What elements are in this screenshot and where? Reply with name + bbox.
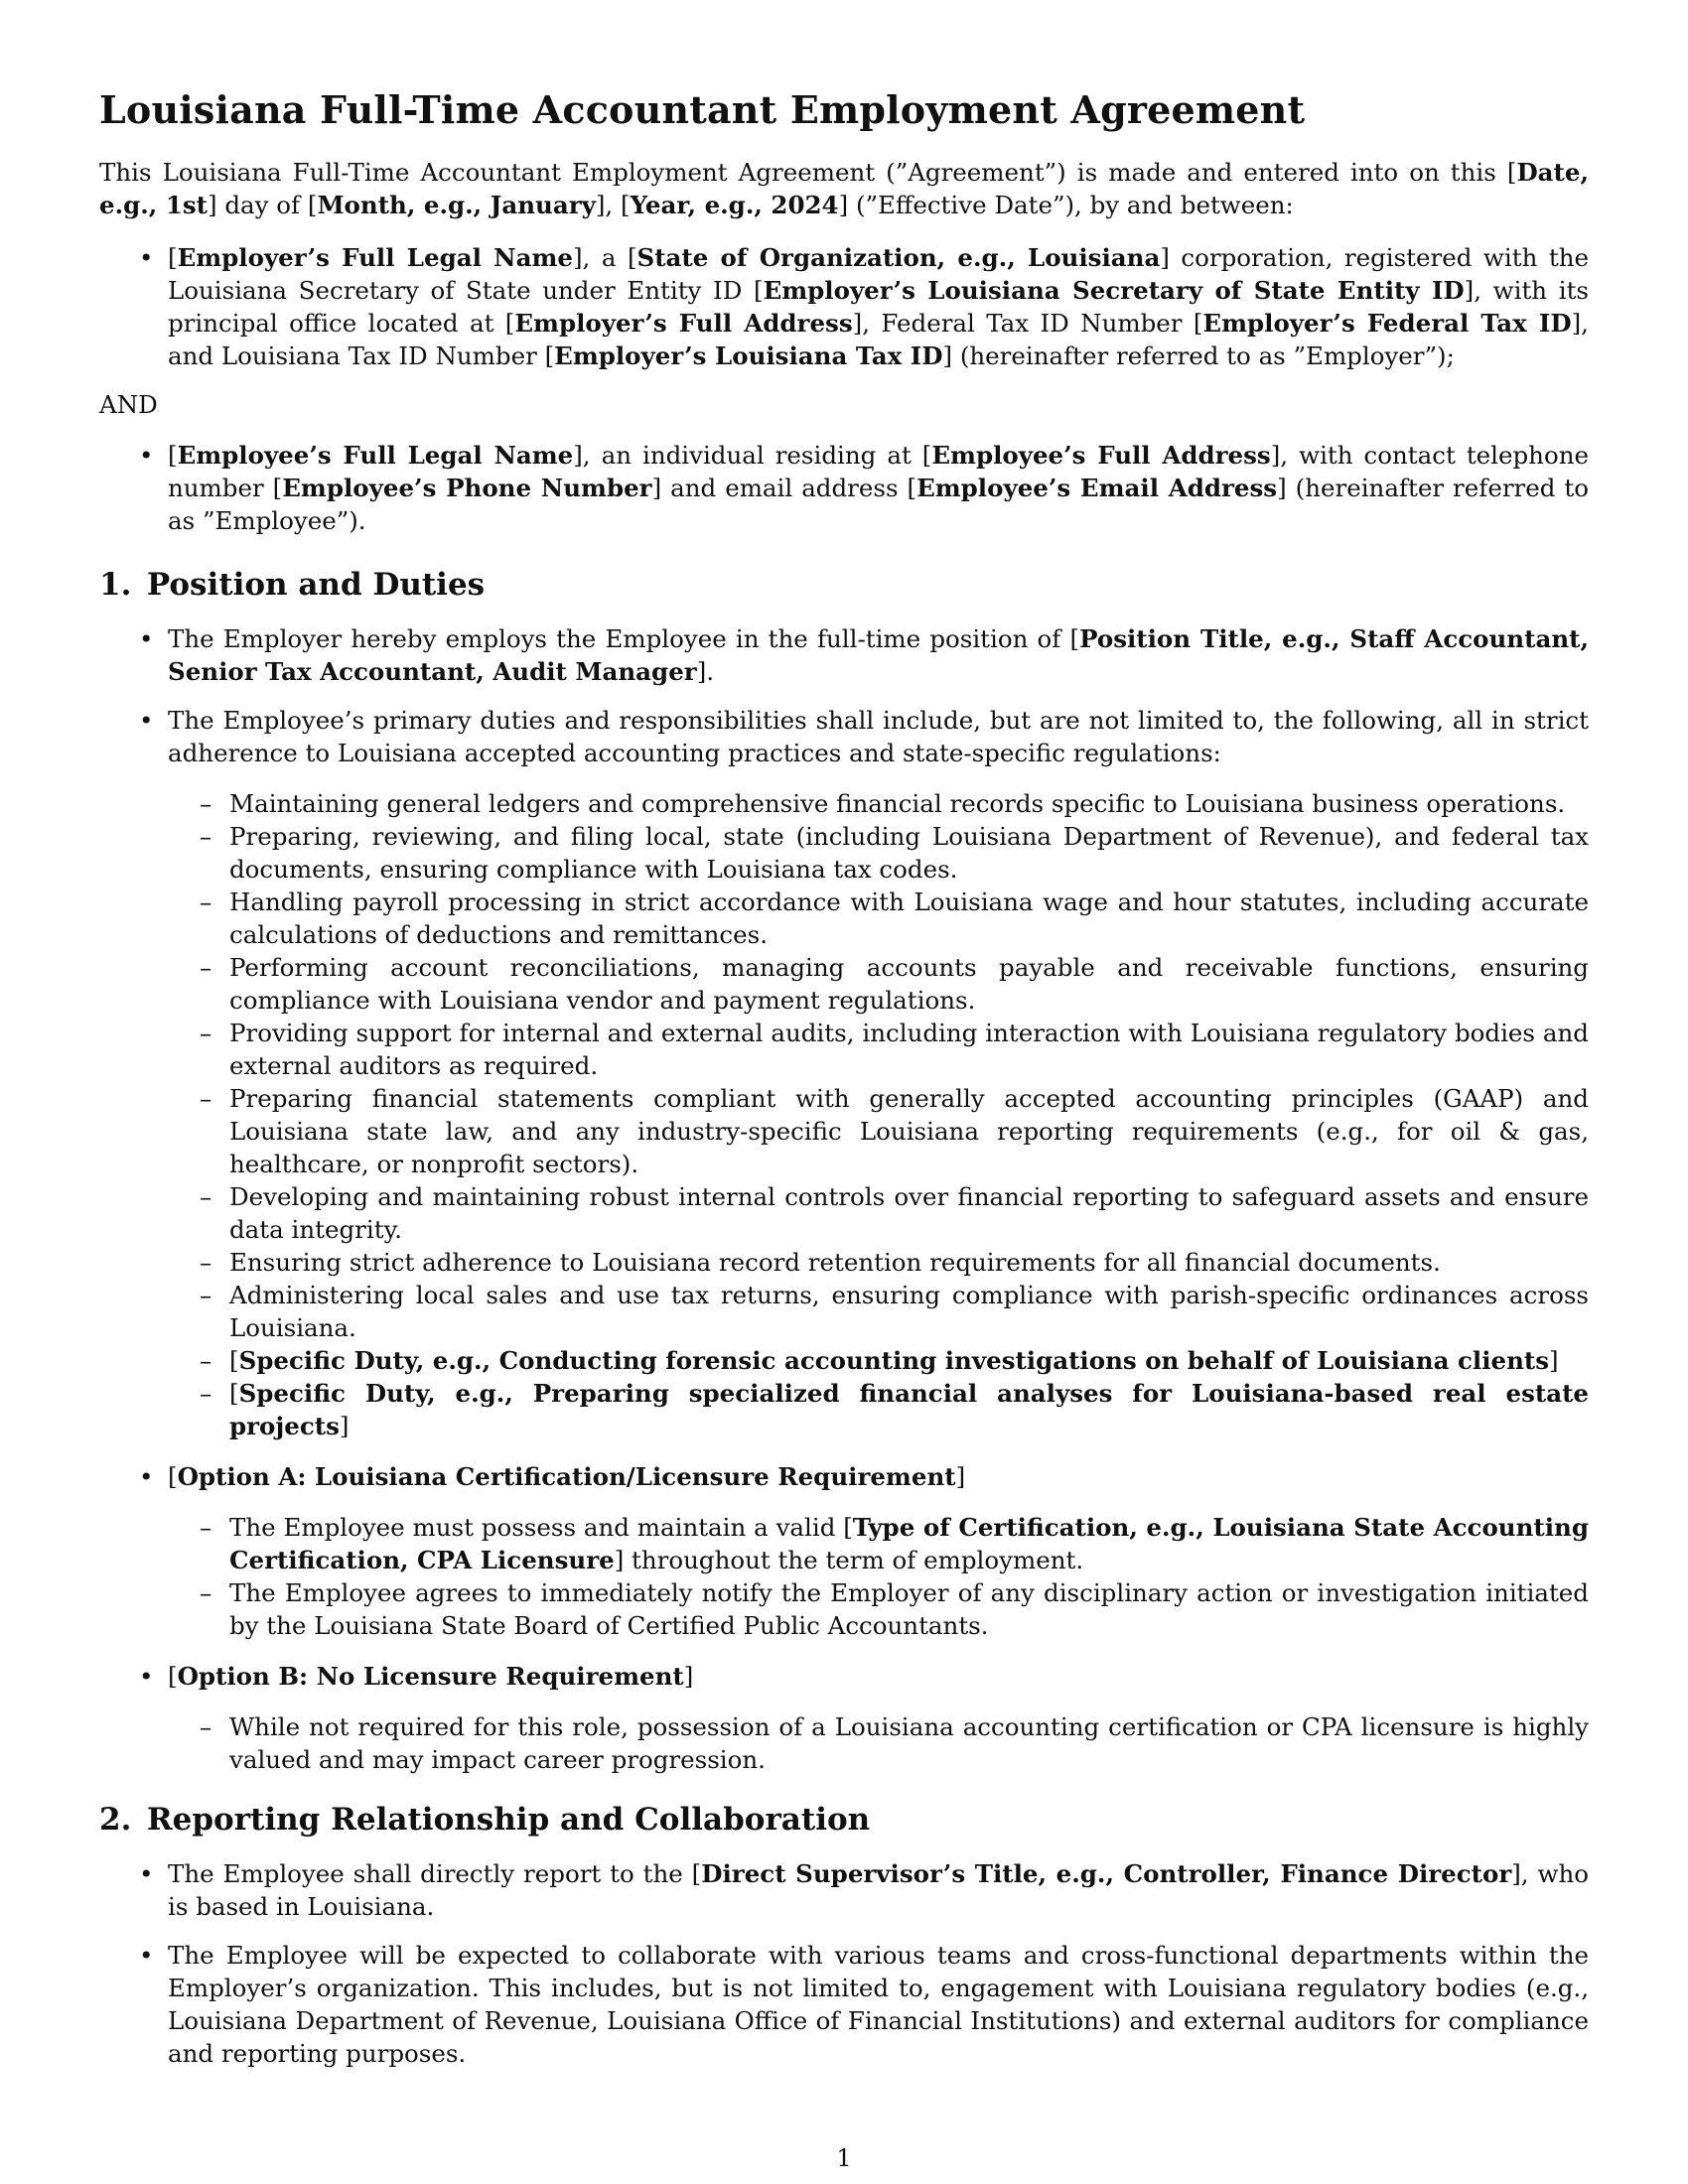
section-1-heading: 1. Position and Duties bbox=[99, 567, 486, 603]
duties-list bbox=[168, 787, 1589, 1442]
duty-item: – Developing and maintaining robust internal controls over financial reporting to safeguard assets and ensure data integrity. bbox=[168, 1180, 1589, 1246]
section-1-list bbox=[99, 622, 1589, 1776]
option-a-list bbox=[168, 1511, 1589, 1642]
option-b-list bbox=[168, 1710, 1589, 1776]
certification-type-placeholder: Type of Certification, e.g., Louisiana State Accounting Certification, CPA Licensure bbox=[229, 1513, 1589, 1574]
duties-item: • The Employee’s primary duties and responsibilities shall include, but are not limited to, the following, all in strict adherence to Louisiana accepted accounting practices and state-specific regulations: – Maintaining general ledgers and comprehensive financial records specific to Louisiana business operations. – Preparing, reviewing, and filing local, state (including Louisiana Department of Revenue), and federal tax documents, ensuring compliance with Louisiana tax codes. – Handling payroll processing in strict accordance with Louisiana wage and hour statutes, including accurate calculations of deductions and remittances. – Performing account reconciliations, managing accounts payable and receivable functions, ensuring compliance with Louisiana vendor and payment regulations. – Providing support for internal and external audits, including interaction with Louisiana regulatory bodies and external auditors as required. – Preparing financial statements compliant with generally accepted accounting principles (GAAP) and Louisiana state law, and any industry-specific Louisiana reporting requirements (e.g., for oil & gas, healthcare, or nonprofit sectors). – Developing and maintaining robust internal controls over financial reporting to safeguard assets and ensure data integrity. – Ensuring strict adherence to Louisiana record retention requirements for all financial documents. – Administering local sales and use tax returns, ensuring compliance with parish-specific ordinances across Louisiana. – [Specific Duty, e.g., Conducting forensic accounting investigations on behalf of Louisiana clients] – [Specific Duty, e.g., Preparing specialized financial analyses for Louisiana-based real estate projects] bbox=[99, 704, 1589, 1442]
document-title: Louisiana Full-Time Accountant Employment Agreement bbox=[99, 87, 1306, 132]
duty-item: – Handling payroll processing in strict accordance with Louisiana wage and hour statutes, including accurate calculations of deductions and remittances. bbox=[168, 886, 1589, 951]
position-title-placeholder: Position Title, e.g., Staff Accountant, Senior Tax Accountant, Audit Manager bbox=[168, 624, 1589, 686]
duty-item: – Administering local sales and use tax returns, ensuring compliance with parish-specific ordinances across Louisiana. bbox=[168, 1279, 1589, 1344]
employer-name-placeholder: Employer’s Full Legal Name bbox=[177, 243, 573, 272]
option-a-notify: – The Employee agrees to immediately notify the Employer of any disciplinary action or investigation initiated by the Louisiana State Board of Certified Public Accountants. bbox=[168, 1576, 1589, 1642]
employee-phone-placeholder: Employee’s Phone Number bbox=[282, 474, 652, 502]
employer-federal-tax-placeholder: Employer’s Federal Tax ID bbox=[1202, 309, 1572, 338]
duty-item: – Ensuring strict adherence to Louisiana record retention requirements for all financial documents. bbox=[168, 1246, 1589, 1279]
supervisor-title-placeholder: Direct Supervisor’s Title, e.g., Controller, Finance Director bbox=[701, 1859, 1512, 1888]
employer-party-list bbox=[99, 241, 1589, 372]
employee-name-placeholder: Employee’s Full Legal Name bbox=[177, 441, 574, 470]
option-a-label: Option A: Louisiana Certification/Licensure Requirement bbox=[177, 1462, 956, 1491]
collaboration-item: • The Employee will be expected to collaborate with various teams and cross-functional departments within the Employer’s organization. This includes, but is not limited to, engagement with Louisiana regulatory bodies (e.g., Louisiana Department of Revenue, Louisiana Office of Financial Institutions) and external auditors for compliance and reporting purposes. bbox=[99, 1939, 1589, 2070]
specific-duty-item: – [Specific Duty, e.g., Preparing specialized financial analyses for Louisiana-based real estate projects] bbox=[168, 1377, 1589, 1442]
year-placeholder: Year, e.g., 2024 bbox=[630, 191, 839, 219]
employee-email-placeholder: Employee’s Email Address bbox=[916, 474, 1278, 502]
duty-item: – Performing account reconciliations, managing accounts payable and receivable functions, ensuring compliance with Louisiana vendor and payment regulations. bbox=[168, 951, 1589, 1017]
option-b-label: Option B: No Licensure Requirement bbox=[177, 1662, 684, 1691]
employer-state-placeholder: State of Organization, e.g., Louisiana bbox=[636, 243, 1161, 272]
employer-party: • [Employer’s Full Legal Name], a [State of Organization, e.g., Louisiana] corporation, registered with the Louisiana Secretary of State under Entity ID [Employer’s Louisiana Secretary of State Entity ID], with its principal office located at [Employer’s Full Address], Federal Tax ID Number [Employer’s Federal Tax ID], and Louisiana Tax ID Number [Employer’s Louisiana Tax ID] (hereinafter referred to as ”Employer”); bbox=[99, 241, 1589, 372]
employee-address-placeholder: Employee’s Full Address bbox=[931, 441, 1271, 470]
month-placeholder: Month, e.g., January bbox=[317, 191, 596, 219]
intro-paragraph: This Louisiana Full-Time Accountant Employment Agreement (”Agreement”) is made and entered into on this [Date, e.g., 1st] day of [Month, e.g., January], [Year, e.g., 2024] (”Effective Date”), by and between: bbox=[99, 158, 1589, 219]
option-a-certification: – The Employee must possess and maintain a valid [Type of Certification, e.g., Louisiana State Accounting Certification, CPA Licensure] throughout the term of employment. bbox=[168, 1511, 1589, 1576]
employee-party-list bbox=[99, 439, 1589, 537]
specific-duty-placeholder: Specific Duty, e.g., Conducting forensic accounting investigations on behalf of Louisiana clients bbox=[238, 1346, 1550, 1375]
reporting-item: • The Employee shall directly report to the [Direct Supervisor’s Title, e.g., Controller, Finance Director], who is based in Louisiana. bbox=[99, 1857, 1589, 1923]
page-number: 1 bbox=[836, 2144, 852, 2172]
date-placeholder: Date, e.g., 1st bbox=[99, 158, 1589, 219]
employee-party: • [Employee’s Full Legal Name], an individual residing at [Employee’s Full Address], with contact telephone number [Employee’s Phone Number] and email address [Employee’s Email Address] (hereinafter referred to as ”Employee”). bbox=[99, 439, 1589, 537]
section-2-list bbox=[99, 1857, 1589, 2070]
document-page bbox=[99, 87, 1589, 2086]
position-item: • The Employer hereby employs the Employee in the full-time position of [Position Title, e.g., Staff Accountant, Senior Tax Accountant, Audit Manager]. bbox=[99, 622, 1589, 688]
duty-item: – Preparing financial statements compliant with generally accepted accounting principles (GAAP) and Louisiana state law, and any industry-specific Louisiana reporting requirements (e.g., for oil & gas, healthcare, or nonprofit sectors). bbox=[168, 1082, 1589, 1180]
option-a-item: • [Option A: Louisiana Certification/Licensure Requirement] – The Employee must possess and maintain a valid [Type of Certification, e.g., Louisiana State Accounting Certification, CPA Licensure] throughout the term of employment. – The Employee agrees to immediately notify the Employer of any disciplinary action or investigation initiated by the Louisiana State Board of Certified Public Accountants. bbox=[99, 1460, 1589, 1642]
specific-duty-placeholder: Specific Duty, e.g., Preparing specialized financial analyses for Louisiana-based real estate projects bbox=[229, 1379, 1589, 1440]
duty-item: – Preparing, reviewing, and filing local, state (including Louisiana Department of Revenue), and federal tax documents, ensuring compliance with Louisiana tax codes. bbox=[168, 820, 1589, 886]
specific-duty-item: – [Specific Duty, e.g., Conducting forensic accounting investigations on behalf of Louisiana clients] bbox=[168, 1344, 1589, 1377]
duty-item: – Providing support for internal and external audits, including interaction with Louisiana regulatory bodies and external auditors as required. bbox=[168, 1017, 1589, 1082]
employer-entity-id-placeholder: Employer’s Louisiana Secretary of State Entity ID bbox=[763, 276, 1465, 305]
section-2-heading: 2. Reporting Relationship and Collaboration bbox=[99, 1802, 871, 1838]
option-b-text: – While not required for this role, possession of a Louisiana accounting certification or CPA licensure is highly valued and may impact career progression. bbox=[168, 1710, 1589, 1776]
and-separator: AND bbox=[99, 390, 158, 419]
duty-item: – Maintaining general ledgers and comprehensive financial records specific to Louisiana business operations. bbox=[168, 787, 1589, 820]
employer-la-tax-placeholder: Employer’s Louisiana Tax ID bbox=[554, 341, 943, 370]
option-b-item: • [Option B: No Licensure Requirement] – While not required for this role, possession of a Louisiana accounting certification or CPA licensure is highly valued and may impact career progression. bbox=[99, 1660, 1589, 1776]
employer-address-placeholder: Employer’s Full Address bbox=[514, 309, 853, 338]
